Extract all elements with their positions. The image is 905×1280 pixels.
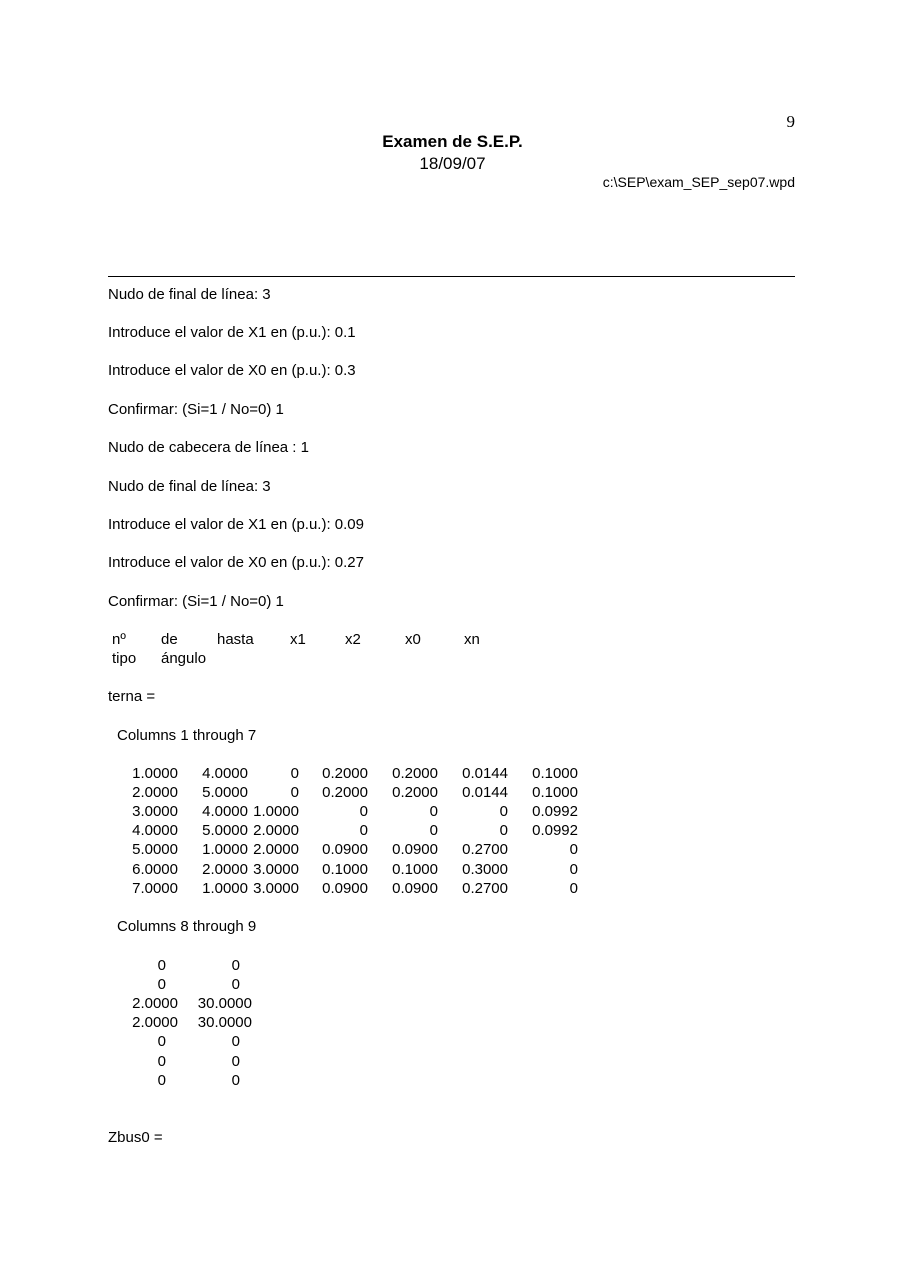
- matrix-cell: 2.0000: [132, 784, 178, 802]
- matrix-cell: 0.0992: [532, 803, 578, 821]
- matrix-cell: 4.0000: [202, 765, 248, 782]
- header-cell: tipo: [112, 650, 137, 667]
- matrix-cell: 3.0000: [132, 803, 178, 821]
- matrix-cell: 0.2000: [322, 784, 368, 802]
- matrix-cell: 0: [231, 1033, 240, 1051]
- matrix-cell: 0: [231, 1052, 240, 1070]
- matrix-cell: 0: [429, 803, 438, 821]
- matrix-cell: 0.1000: [322, 860, 368, 878]
- matrix-cell: 3.0000: [253, 860, 299, 878]
- matrix-cell: 0: [359, 803, 368, 821]
- header-cell: hasta: [217, 631, 254, 648]
- matrix-cell: 0.1000: [532, 784, 578, 802]
- matrix-cell: 0.0992: [532, 822, 578, 840]
- matrix-cell: 0.2000: [392, 765, 438, 782]
- header-cell: x0: [405, 631, 421, 648]
- matrix-cell: 30.0000: [197, 995, 252, 1013]
- matrix-cell: 0: [157, 1033, 166, 1051]
- header-rule: [108, 276, 795, 277]
- header-cell: de: [161, 631, 178, 648]
- prompt-line: Confirmar: (Si=1 / No=0) 1: [108, 593, 284, 610]
- matrix-cell: 0: [569, 860, 578, 878]
- matrix-cell: 0: [569, 841, 578, 859]
- file-path: c:\SEP\exam_SEP_sep07.wpd: [602, 174, 795, 190]
- matrix-cell: 2.0000: [253, 841, 299, 859]
- matrix-cell: 5.0000: [202, 784, 248, 802]
- header-cell: ángulo: [161, 650, 207, 667]
- document-date: 18/09/07: [419, 154, 486, 173]
- matrix-cell: 0: [569, 879, 578, 897]
- matrix-cell: 0.2000: [392, 784, 438, 802]
- header-cell: x1: [290, 631, 306, 648]
- prompt-line: Introduce el valor de X1 en (p.u.): 0.09: [108, 516, 364, 533]
- prompt-line: Nudo de final de línea: 3: [108, 286, 271, 303]
- matrix-cell: 5.0000: [132, 841, 178, 859]
- matrix-cell: 0: [231, 976, 240, 994]
- page-number: 9: [786, 112, 795, 131]
- zbus0-label: Zbus0 =: [108, 1129, 163, 1146]
- document-title: Examen de S.E.P.: [382, 132, 523, 151]
- matrix-cell: 1.0000: [202, 879, 248, 897]
- matrix-cell: 0: [157, 976, 166, 994]
- matrix-cell: 1.0000: [132, 765, 178, 782]
- matrix-cell: 0.0900: [392, 841, 438, 859]
- matrix-cell: 6.0000: [132, 860, 178, 878]
- matrix-cell: 2.0000: [132, 1014, 178, 1032]
- matrix-cell: 0: [429, 822, 438, 840]
- matrix-cell: 3.0000: [253, 879, 299, 897]
- matrix-cell: 4.0000: [132, 822, 178, 840]
- matrix-cell: 0.3000: [462, 860, 508, 878]
- matrix-cell: 2.0000: [132, 995, 178, 1013]
- matrix-cell: 0: [499, 803, 508, 821]
- prompt-line: Nudo de final de línea: 3: [108, 478, 271, 495]
- matrix-cell: 0.2000: [322, 765, 368, 782]
- columns-8-9-label: Columns 8 through 9: [117, 918, 257, 935]
- header-cell: xn: [464, 631, 480, 648]
- matrix-cell: 0.0144: [462, 784, 508, 802]
- matrix-cell: 0.0144: [462, 765, 508, 782]
- matrix-cell: 0: [231, 957, 240, 974]
- matrix-cell: 0.0900: [322, 879, 368, 897]
- matrix-cell: 0.0900: [392, 879, 438, 897]
- matrix-cell: 7.0000: [132, 879, 178, 897]
- matrix-cell: 0: [157, 957, 166, 974]
- matrix-cell: 0: [290, 765, 299, 782]
- header-cell: nº: [112, 631, 126, 648]
- prompt-line: Nudo de cabecera de línea : 1: [108, 439, 309, 456]
- matrix-cell: 0.2700: [462, 841, 508, 859]
- prompt-line: Introduce el valor de X0 en (p.u.): 0.27: [108, 554, 364, 571]
- matrix-cell: 0: [499, 822, 508, 840]
- matrix-cell: 0: [290, 784, 299, 802]
- matrix-cell: 0.2700: [462, 879, 508, 897]
- prompt-line: Introduce el valor de X1 en (p.u.): 0.1: [108, 324, 356, 341]
- columns-1-7-label: Columns 1 through 7: [117, 727, 257, 744]
- matrix-cell: 0.0900: [322, 841, 368, 859]
- matrix-cell: 2.0000: [253, 822, 299, 840]
- prompt-line: Confirmar: (Si=1 / No=0) 1: [108, 401, 284, 418]
- matrix-cell: 0: [359, 822, 368, 840]
- matrix-cell: 0: [157, 1052, 166, 1070]
- header-cell: x2: [345, 631, 361, 648]
- matrix-cell: 0: [157, 1071, 166, 1089]
- matrix-cell: 4.0000: [202, 803, 248, 821]
- matrix-cell: 0.1000: [532, 765, 578, 782]
- matrix-cell: 0.1000: [392, 860, 438, 878]
- matrix-cell: 1.0000: [253, 803, 299, 821]
- prompt-line: Introduce el valor de X0 en (p.u.): 0.3: [108, 362, 356, 379]
- matrix-cell: 5.0000: [202, 822, 248, 840]
- matrix-cell: 0: [231, 1071, 240, 1089]
- matrix-cell: 30.0000: [197, 1014, 252, 1032]
- terna-label: terna =: [108, 688, 156, 705]
- matrix-cell: 2.0000: [202, 860, 248, 878]
- matrix-cell: 1.0000: [202, 841, 248, 859]
